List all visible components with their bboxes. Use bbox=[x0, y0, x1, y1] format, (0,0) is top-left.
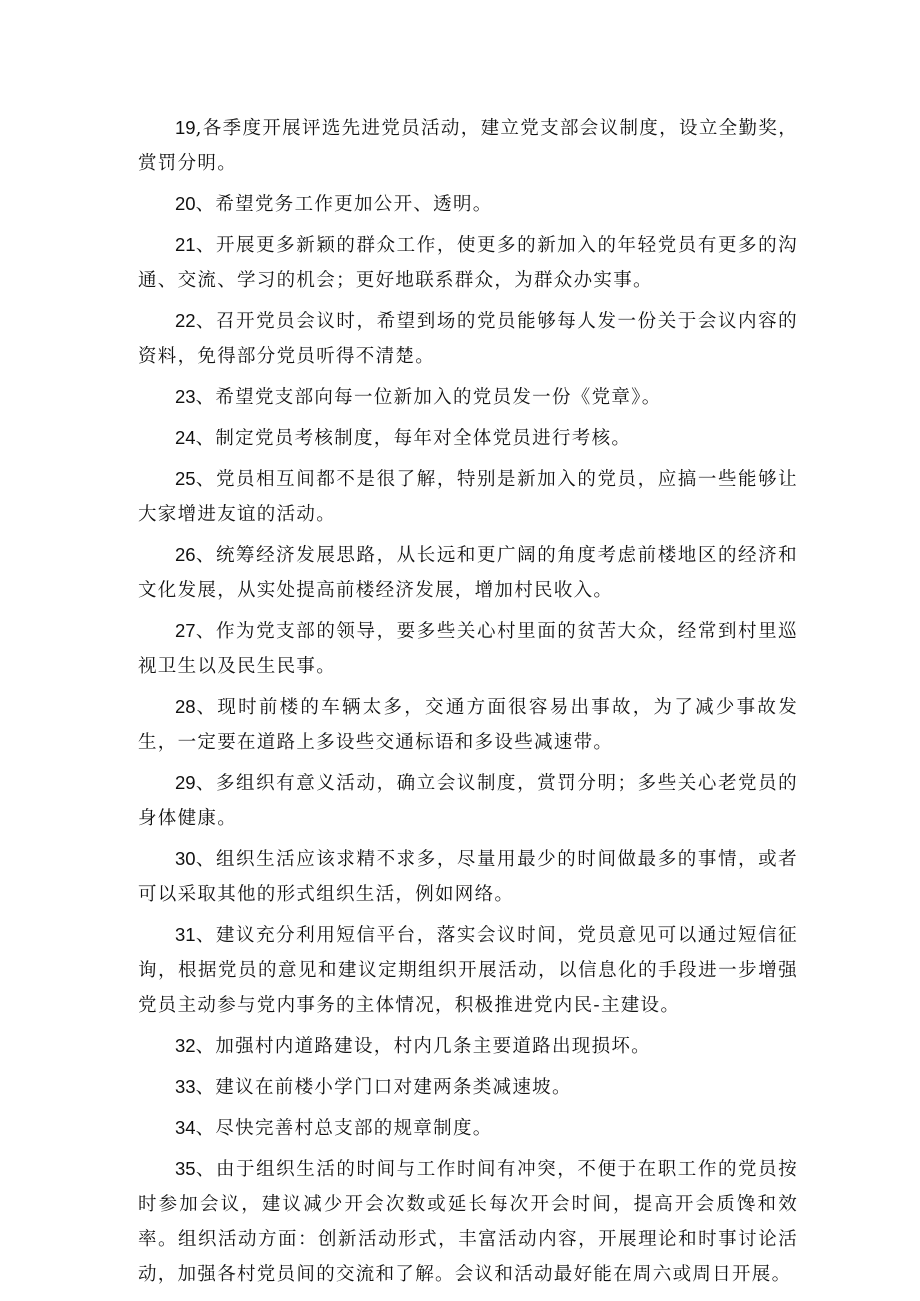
item-number: 19 bbox=[175, 117, 196, 138]
item-number: 27 bbox=[175, 620, 196, 641]
paragraph-24 bbox=[138, 420, 798, 456]
item-number: 29 bbox=[175, 772, 196, 793]
item-number: 31 bbox=[175, 924, 196, 945]
paragraph-20 bbox=[138, 186, 798, 222]
document-body bbox=[138, 110, 798, 1297]
item-number: 23 bbox=[175, 386, 196, 407]
item-number: 21 bbox=[175, 234, 196, 255]
item-text: 、尽快完善村总支部的规章制度。 bbox=[195, 1118, 493, 1139]
item-number: 34 bbox=[175, 1117, 196, 1138]
item-number: 24 bbox=[175, 427, 196, 448]
paragraph-19 bbox=[138, 110, 798, 181]
item-text: 、现时前楼的车辆太多，交通方面很容易出事故，为了减少事故发生，一定要在道路上多设些交通标语和多设些减速带。 bbox=[138, 697, 798, 753]
paragraph-27 bbox=[138, 613, 798, 684]
item-text: ,各季度开展评选先进党员活动，建立党支部会议制度，设立全勤奖，赏罚分明。 bbox=[138, 118, 798, 174]
paragraph-22 bbox=[138, 303, 798, 374]
paragraph-32 bbox=[138, 1028, 798, 1064]
item-text: 、建议充分利用短信平台，落实会议时间，党员意见可以通过短信征询，根据党员的意见和建议定期组织开展活动，以信息化的手段进一步增强党员主动参与党内事务的主体情况，积极推进党内民-主建设。 bbox=[138, 925, 798, 1016]
item-number: 25 bbox=[175, 468, 196, 489]
item-number: 35 bbox=[175, 1158, 196, 1179]
paragraph-35 bbox=[138, 1151, 798, 1292]
item-text: 、党员相互间都不是很了解，特别是新加入的党员，应搞一些能够让大家增进友谊的活动。 bbox=[138, 469, 798, 525]
paragraph-31 bbox=[138, 917, 798, 1023]
paragraph-34 bbox=[138, 1110, 798, 1146]
item-text: 、组织生活应该求精不求多，尽量用最少的时间做最多的事情，或者可以采取其他的形式组织生活，例如网络。 bbox=[138, 849, 798, 905]
paragraph-30 bbox=[138, 841, 798, 912]
item-text: 、多组织有意义活动，确立会议制度，赏罚分明；多些关心老党员的身体健康。 bbox=[138, 773, 798, 829]
paragraph-25 bbox=[138, 461, 798, 532]
item-number: 32 bbox=[175, 1035, 196, 1056]
item-text: 、召开党员会议时，希望到场的党员能够每人发一份关于会议内容的资料，免得部分党员听得不清楚。 bbox=[138, 311, 798, 367]
paragraph-29 bbox=[138, 765, 798, 836]
item-text: 、希望党务工作更加公开、透明。 bbox=[195, 194, 493, 215]
paragraph-21 bbox=[138, 227, 798, 298]
item-number: 28 bbox=[175, 696, 196, 717]
item-number: 22 bbox=[175, 310, 196, 331]
item-number: 33 bbox=[175, 1076, 196, 1097]
item-text: 、开展更多新颖的群众工作，使更多的新加入的年轻党员有更多的沟通、交流、学习的机会；更好地联系群众，为群众办实事。 bbox=[138, 235, 798, 291]
paragraph-33 bbox=[138, 1069, 798, 1105]
item-text: 、统筹经济发展思路，从长远和更广阔的角度考虑前楼地区的经济和文化发展，从实处提高前楼经济发展，增加村民收入。 bbox=[138, 545, 798, 601]
paragraph-26 bbox=[138, 537, 798, 608]
item-text: 、由于组织生活的时间与工作时间有冲突，不便于在职工作的党员按时参加会议，建议减少开会次数或延长每次开会时间，提高开会质馋和效率。组织活动方面：创新活动形式，丰富活动内容，开展理论和时事讨论活动，加强各村党员间的交流和了解。会议和活动最好能在周六或周日开展。 bbox=[138, 1159, 798, 1285]
item-text: 、建议在前楼小学门口对建两条类减速坡。 bbox=[195, 1077, 572, 1098]
item-text: 、希望党支部向每一位新加入的党员发一份《党章》。 bbox=[195, 387, 662, 408]
item-number: 26 bbox=[175, 544, 196, 565]
item-text: 、作为党支部的领导，要多些关心村里面的贫苦大众，经常到村里巡视卫生以及民生民事。 bbox=[138, 621, 798, 677]
item-number: 20 bbox=[175, 193, 196, 214]
item-text: 、加强村内道路建设，村内几条主要道路出现损坏。 bbox=[195, 1036, 651, 1057]
paragraph-28 bbox=[138, 689, 798, 760]
item-number: 30 bbox=[175, 848, 196, 869]
item-text: 、制定党员考核制度，每年对全体党员进行考核。 bbox=[195, 428, 632, 449]
paragraph-23 bbox=[138, 379, 798, 415]
